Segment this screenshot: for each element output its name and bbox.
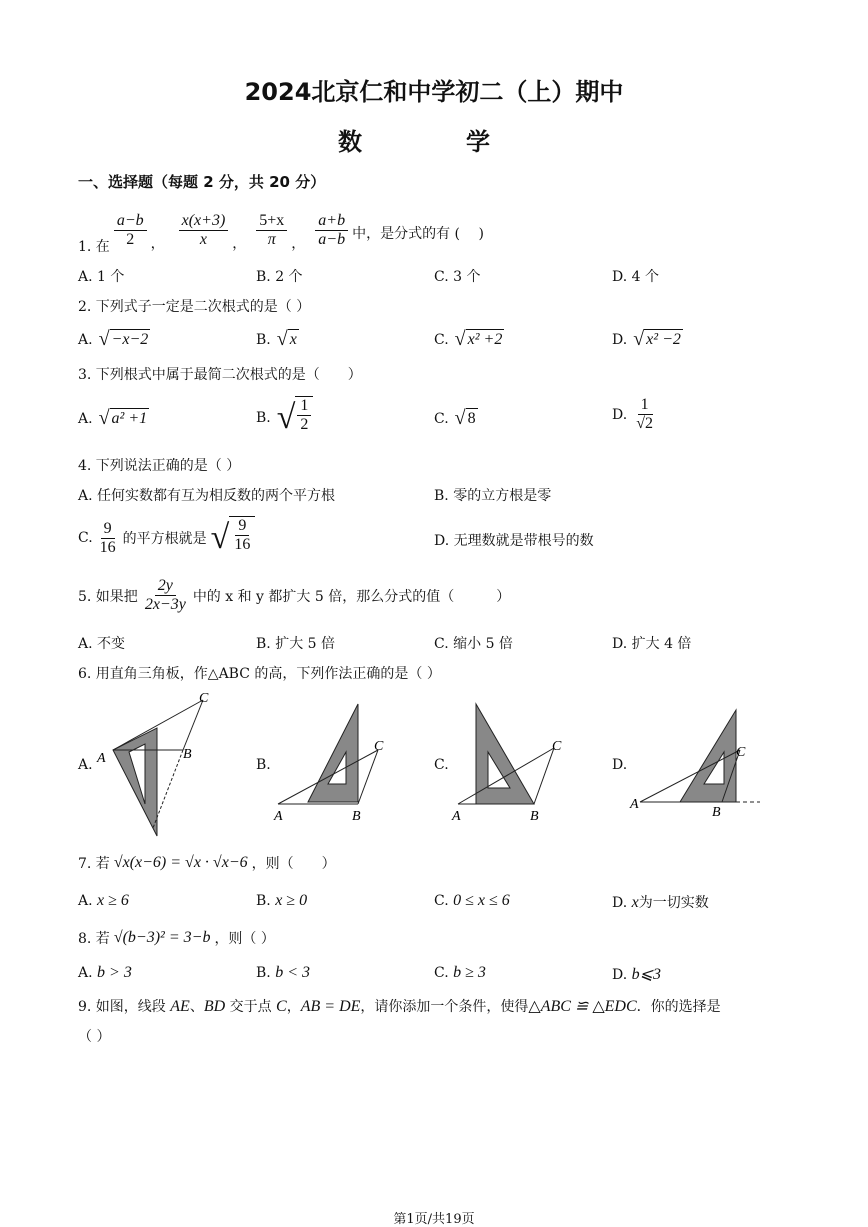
q8-equation: √(b−3)² = 3−b — [113, 929, 211, 946]
q6-option-b[interactable]: B. — [256, 757, 271, 773]
svg-text:C: C — [552, 739, 562, 754]
q1-option-a[interactable]: A. 1 个 — [78, 269, 125, 285]
q1-option-c[interactable]: C. 3 个 — [434, 269, 481, 285]
svg-text:C: C — [374, 739, 384, 754]
question-4-stem: 4. 下列说法正确的是（ ） — [78, 458, 241, 474]
q8-option-a[interactable]: A. b > 3 — [78, 964, 132, 981]
q5-option-d[interactable]: D. 扩大 4 倍 — [612, 636, 692, 652]
q3-option-b[interactable]: B. √ $\frac{1}{2}$ — [256, 396, 313, 440]
svg-text:A: A — [452, 809, 461, 824]
q8-option-b[interactable]: B. b < 3 — [256, 964, 310, 981]
question-1-stem: 1. 在 $\frac{a-b}{2}$ ， $\frac{x(x+3)}{x}$ ， $\frac{5+x}{\pi}$ ， $\frac{a+b}{a-b}$ 中，是分式的有 ( ) — [78, 211, 484, 255]
question-9-stem: 9. 如图，线段 AE、BD 交于点 C，AB = DE，请你添加一个条件，使得△ABC ≌ △EDC．你的选择是 — [78, 998, 721, 1015]
q2-option-c[interactable]: C. √ x² +2 — [434, 328, 503, 350]
q3-option-d[interactable]: D. $\frac{1}{√2}$ — [612, 396, 653, 432]
q1-fraction-2: $\frac{x(x+3)}{x}$ — [179, 212, 229, 249]
q4-option-a[interactable]: A. 任何实数都有互为相反数的两个平方根 — [78, 488, 336, 504]
question-8-stem: 8. 若 √(b−3)² = 3−b ，则（ ） — [78, 929, 275, 947]
svg-text:C: C — [736, 745, 746, 760]
q6-figure-c — [450, 700, 580, 830]
q7-option-c[interactable]: C. 0 ≤ x ≤ 6 — [434, 892, 510, 909]
question-7-stem: 7. 若 √x(x−6) = √x · √x−6 ，则（ ） — [78, 854, 336, 872]
svg-text:B: B — [183, 747, 192, 762]
q6-figure-a — [95, 688, 225, 838]
question-6-stem: 6. 用直角三角板，作△ABC 的高，下列作法正确的是（ ） — [78, 666, 441, 682]
q6-option-a[interactable]: A. — [78, 757, 93, 773]
page-title: 2024北京仁和中学初二（上）期中 — [244, 78, 624, 106]
q9-answer-blank: （ ） — [78, 1029, 111, 1045]
q1-option-d[interactable]: D. 4 个 — [612, 269, 659, 285]
q2-option-b[interactable]: B. √ x — [256, 328, 297, 350]
q7-option-d[interactable]: D. x为一切实数 — [612, 894, 709, 911]
set-square-a — [113, 728, 157, 836]
svg-text:A: A — [630, 797, 639, 812]
svg-text:B: B — [352, 809, 361, 824]
q5-option-c[interactable]: C. 缩小 5 倍 — [434, 636, 513, 652]
question-2-stem: 2. 下列式子一定是二次根式的是（ ） — [78, 299, 311, 315]
q1-suffix: 中，是分式的有 ( ) — [352, 226, 484, 242]
q3-option-c[interactable]: C. √ 8 — [434, 407, 476, 429]
q1-fraction-4: $\frac{a+b}{a-b}$ — [315, 212, 348, 249]
question-5-stem: 5. 如果把 $\frac{2y}{2x-3y}$ 中的 x 和 y 都扩大 5 倍，那么分式的值（ ） — [78, 577, 511, 613]
subject-title: 数 学 — [338, 128, 530, 156]
q1-prefix: 1. 在 — [78, 239, 110, 255]
q4-option-d[interactable]: D. 无理数就是带根号的数 — [434, 533, 594, 549]
q1-fraction-3: $\frac{5+x}{\pi}$ — [256, 212, 287, 249]
q7-equation: √x(x−6) = √x · √x−6 — [113, 854, 248, 871]
question-3-stem: 3. 下列根式中属于最简二次根式的是（ ） — [78, 367, 362, 383]
q1-option-b[interactable]: B. 2 个 — [256, 269, 303, 285]
svg-text:B: B — [712, 805, 721, 820]
q5-option-b[interactable]: B. 扩大 5 倍 — [256, 636, 335, 652]
section-heading: 一、选择题（每题 2 分，共 20 分） — [78, 173, 326, 191]
svg-text:A: A — [274, 809, 283, 824]
q6-option-c[interactable]: C. — [434, 757, 449, 773]
q7-option-b[interactable]: B. x ≥ 0 — [256, 892, 308, 909]
set-square-b — [308, 704, 358, 802]
q4-option-c[interactable]: C. $\frac{9}{16}$ 的平方根就是 √ $\frac{9}{16}$ — [78, 516, 255, 560]
page-footer: 第1页/共19页 — [393, 1212, 475, 1227]
q8-option-d[interactable]: D. b⩽3 — [612, 966, 662, 983]
svg-text:A: A — [97, 751, 106, 766]
q6-option-d[interactable]: D. — [612, 757, 628, 773]
q2-option-d[interactable]: D. √ x² −2 — [612, 328, 681, 350]
q6-figure-d — [628, 700, 768, 830]
svg-text:C: C — [199, 691, 209, 706]
q6-figure-b — [270, 700, 400, 830]
q4-option-b[interactable]: B. 零的立方根是零 — [434, 488, 552, 504]
q8-option-c[interactable]: C. b ≥ 3 — [434, 964, 486, 981]
q5-option-a[interactable]: A. 不变 — [78, 636, 126, 652]
q1-fraction-1: $\frac{a-b}{2}$ — [114, 212, 147, 249]
q7-option-a[interactable]: A. x ≥ 6 — [78, 892, 129, 909]
q3-option-a[interactable]: A. √ a² +1 — [78, 407, 148, 429]
svg-text:B: B — [530, 809, 539, 824]
q2-option-a[interactable]: A. √ −x−2 — [78, 328, 149, 350]
